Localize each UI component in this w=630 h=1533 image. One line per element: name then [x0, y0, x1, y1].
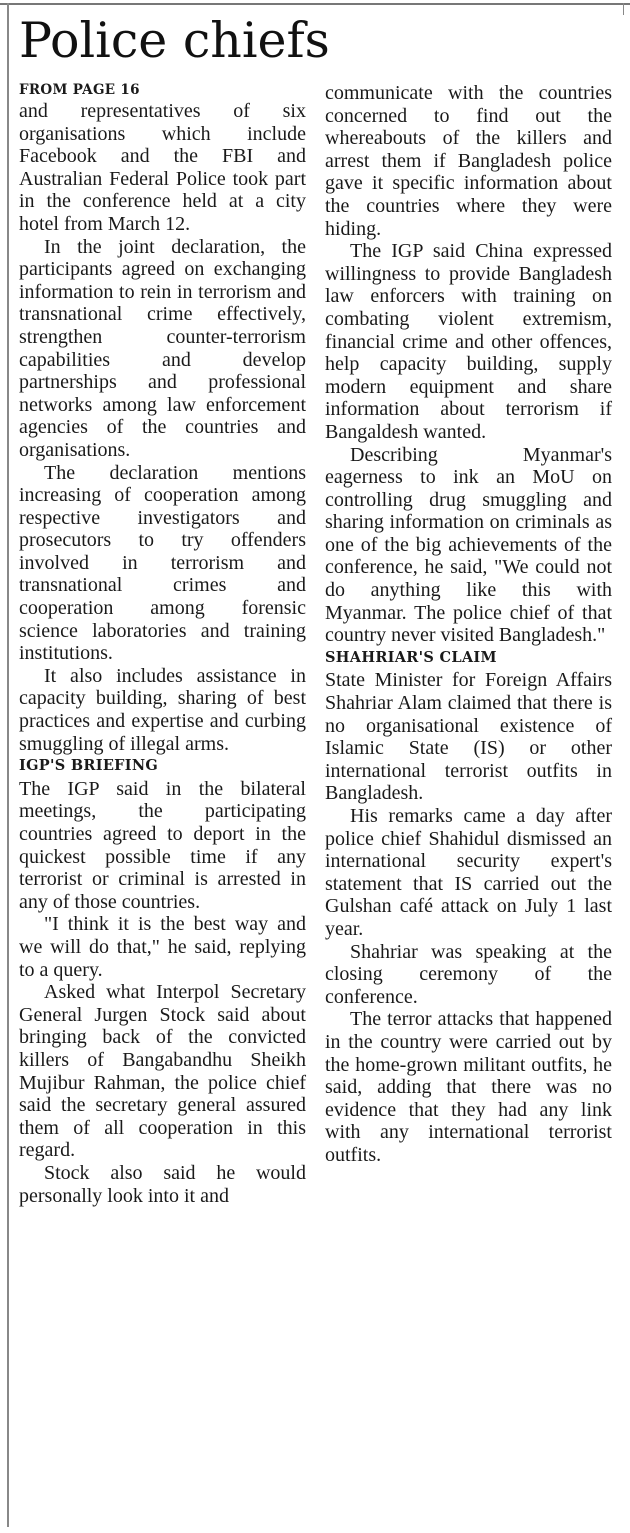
- paragraph: The IGP said China expressed willingness to provide Bangladesh law enforcers with training on combating violent extremism, financial crime and other offences, help capacity building, supply modern equipment and share information about terrorism if Bangaldesh wanted.: [325, 240, 612, 443]
- paragraph: In the joint declaration, the participants agreed on exchanging information to rein in terrorism and transnational crime effectively, strengthen counter-terrorism capabilities and develop partnerships and professional networks among law enforcement agencies of the countries and organisations.: [19, 235, 306, 461]
- right-corner-rule: [623, 3, 625, 15]
- top-rule: [0, 3, 630, 5]
- paragraph: The declaration mentions increasing of cooperation among respective investigators and prosecutors to try offenders involved in terrorism and transnational crimes and cooperation among forensic science laboratories and training institutions.: [19, 461, 306, 665]
- subhead-igps-briefing: IGP'S BRIEFING: [19, 757, 159, 775]
- column-left: [19, 82, 306, 1207]
- paragraph: State Minister for Foreign Affairs Shahriar Alam claimed that there is no organisational existence of Islamic State (IS) or other international terrorist outfits in Bangladesh.: [325, 669, 612, 805]
- paragraph: Shahriar was speaking at the closing ceremony of the conference.: [325, 940, 612, 1008]
- paragraph: The terror attacks that happened in the country were carried out by the home-grown militant outfits, he said, adding that there was no evidence that they had any link with any international terrorist outfits.: [325, 1008, 612, 1166]
- left-column-rule: [7, 3, 9, 1527]
- paragraph: Asked what Interpol Secretary General Jurgen Stock said about bringing back of the convicted killers of Bangabandhu Sheikh Mujibur Rahman, the police chief said the secretary general assured them of all cooperation in this regard.: [19, 981, 306, 1162]
- subhead-shahriars-claim: SHAHRIAR'S CLAIM: [325, 648, 497, 666]
- paragraph: communicate with the countries concerned to find out the whereabouts of the killers and arrest them if Bangladesh police gave it specific information about the countries where they were hiding.: [325, 82, 612, 240]
- paragraph: Stock also said he would personally look into it and: [19, 1161, 306, 1207]
- paragraph: The IGP said in the bilateral meetings, the participating countries agreed to deport in the quickest possible time if any terrorist or criminal is arrested in any of those countries.: [19, 777, 306, 913]
- column-right: [325, 82, 612, 1167]
- paragraph: His remarks came a day after police chief Shahidul dismissed an international security expert's statement that IS carried out the Gulshan café attack on July 1 last year.: [325, 805, 612, 940]
- headline: Police chiefs: [19, 12, 330, 69]
- paragraph: It also includes assistance in capacity building, sharing of best practices and expertise and curbing smuggling of illegal arms.: [19, 664, 306, 755]
- continuation-kicker: FROM PAGE 16: [19, 82, 140, 98]
- paragraph: Describing Myanmar's eagerness to ink an MoU on controlling drug smuggling and sharing information on criminals as one of the big achievements of the conference, he said, "We could not do anything like this with Myanmar. The police chief of that country never visited Bangladesh.": [325, 443, 612, 647]
- paragraph: and representatives of six organisations which include Facebook and the FBI and Australian Federal Police took part in the conference held at a city hotel from March 12.: [19, 100, 306, 235]
- paragraph: "I think it is the best way and we will do that," he said, replying to a query.: [19, 913, 306, 981]
